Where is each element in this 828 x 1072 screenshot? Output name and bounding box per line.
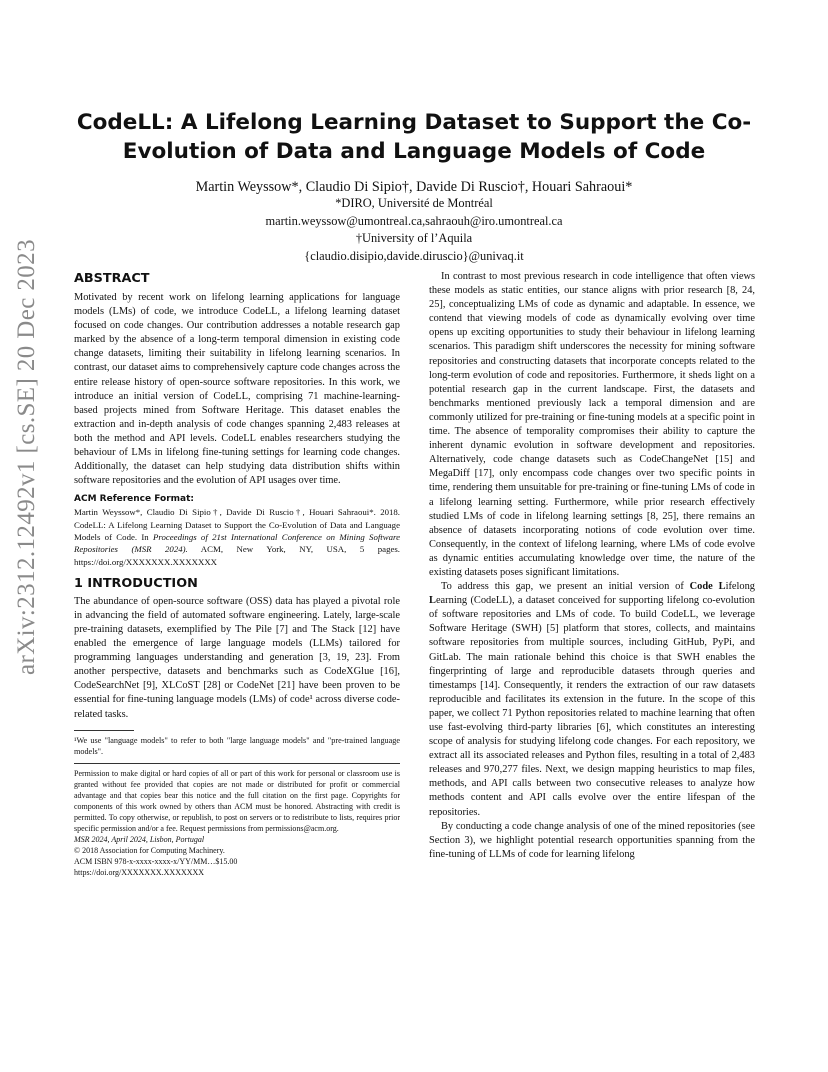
abstract-text: Motivated by recent work on lifelong learning applications for language models (LMs) of code, we introduce CodeLL, a lifelong learning dataset focused on code changes. Our contribution addresses a notable research gap marked by the absence of a long-term temporal dimension in existing code change datasets, limiting their suitability in lifelong learning scenarios. In contrast, our dataset aims to comprehensively capture code changes across the entire release history of open-source software repositories. In this work, we introduce an initial version of CodeLL, comprising 71 machine-learning-based projects mined from Software Heritage. This dataset enables the extraction and in-depth analysis of code changes spanning 2,483 releases at both the method and API levels. CodeLL enables researchers studying the behaviour of LMs in lifelong fine-tuning settings for learning code changes. Additionally, the dataset can help studying data distribution shifts within software repositories and the evolution of API usages over time. (74, 292, 400, 487)
acm-reference-tail: ACM, New York, NY, USA, 5 pages. https://doi.org/XXXXXXX.XXXXXXX (74, 544, 400, 567)
left-column (74, 270, 400, 878)
bold-run: L (429, 595, 436, 607)
text-run: earning (CodeLL), a dataset conceived for supporting lifelong co-evolution of software repositories and LMs of code. To build CodeLL, we leverage Software Heritage (SWH) [5] platform that stores, collects, and maintains software repositories from multiple sources, including GitHub, PyPi, and GitLab. The main rationale behind this choice is that SWH enables the fingerprinting of large and reproducible datasets through queries and timestamps [14]. Consequently, it renders the extraction of our raw datasets reproducible and facilitates its extension in the future. In the scope of this paper, we collect 71 Python repositories related to machine learning that often use fast-evolving third-party libraries [6], which constitutes an interesting scope of analysis for studying lifelong code changes. For each repository, we extract all its associated releases and Python files, resulting in a total of 2,483 releases and 970,277 files. Next, we design mapping heuristics to map files, methods, and API calls between two consecutive releases to analyze how methods content and API calls evolve over the entire lifespan of the repositories. (429, 595, 755, 818)
body-paragraph: By conducting a code change analysis of one of the mined repositories (see Section 3), we highlight potential research opportunities spanning from the fine-tuning of LLMs of code for learning lifelong (429, 820, 755, 860)
introduction-heading: 1 INTRODUCTION (74, 575, 198, 591)
affiliation-line: †University of l’Aquila (355, 231, 473, 245)
acm-reference-authors: Martin Weyssow*, Claudio Di Sipio†, Davide Di Ruscio†, Houari Sahraoui*. 2018. CodeLL: A Lifelong Learning Dataset to Support the Co-Evolution of Data and Language Models of Code. In (74, 507, 400, 542)
copyright-line: © 2018 Association for Computing Machinery. (74, 845, 225, 855)
isbn-line: ACM ISBN 978-x-xxxx-xxxx-x/YY/MM…$15.00 (74, 856, 238, 866)
acm-reference-heading: ACM Reference Format: (74, 494, 194, 505)
doi-line: https://doi.org/XXXXXXX.XXXXXXX (74, 867, 205, 877)
affiliation-line: *DIRO, Université de Montréal (335, 196, 493, 210)
abstract-heading: ABSTRACT (74, 271, 150, 286)
acm-reference-venue: Proceedings of 21st International Conference on Mining Software Repositories (MSR 2024). (74, 531, 400, 555)
introduction-paragraph: The abundance of open-source software (OSS) data has played a pivotal role in advancing the field of automated software engineering. Lately, large-scale pre-training datasets, exemplified by The Pile [7] and The Stack [12] have enabled the emergence of large language models (LLMs) tailored for programming languages understanding and generation [3, 19, 23]. From another perspective, datasets and benchmarks such as CodeXGlue [16], CodeSearchNet [9], XLCoST [28] or CodeNet [21] have been proven to be essential for fine-tuning language models (LMs) of code¹ across diverse code-related tasks. (74, 595, 400, 720)
conference-info: MSR 2024, April 2024, Lisbon, Portugal (74, 834, 205, 844)
affiliation-email: martin.weyssow@umontreal.ca,sahraouh@iro.umontreal.ca (265, 213, 563, 228)
footnote: ¹We use "language models" to refer to both "large language models" and "pre-trained language models". (74, 735, 400, 756)
bold-run: L (718, 581, 726, 593)
permission-notice: Permission to make digital or hard copies of all or part of this work for personal or classroom use is granted without fee provided that copies are not made or distributed for profit or commercial advantage and that copies bear this notice and the full citation on the first page. Copyrights for components of this work owned by others than ACM must be honored. Abstracting with credit is permitted. To copy otherwise, or republish, to post on servers or to redistribute to lists, requires prior specific permission and/or a fee. Request permissions from permissions@acm.org. (74, 768, 400, 833)
acm-reference-text (74, 506, 400, 567)
text-run: ifelong (725, 581, 755, 593)
text-run: To address this gap, we present an initial version of (441, 581, 690, 593)
affiliation-email: {claudio.disipio,davide.diruscio}@univaq.it (304, 248, 524, 263)
body-paragraph: In contrast to most previous research in code intelligence that often views these models as static entities, our stance aligns with prior research [8, 24, 25], conceptualizing LMs of code as dynamic and adaptable. In essence, we contend that viewing models of code as dynamically evolving over time opens up exciting opportunities to study their behaviour in lifelong learning scenarios. This paradigm shift underscores the necessity for mining software repositories and constructing datasets that incorporate concepts related to the long-term evolution of code and repositories. Furthermore, it sheds light on a potential research gap in the current landscape. First, the datasets and benchmarks mentioned previously lack a temporal dimension and are commonly utilized for pre-training or fine-tuning models at a specific point in time. The absence of temporality compromises their ability to capture the inherent dynamic evolution in software development and repositories. Alternatively, code change datasets such as CodeChangeNet [15] and MegaDiff [17], only encompass code changes over two specific points in time, rendering them unsuitable for pre-training or fine-tuning LMs of code in a lifelong learning setting. Furthermore, while prior research effectively studied LMs of code in lifelong learning settings [8, 25], there remains an absence of datasets incorporating notions of code evolution over time. Consequently, in the context of lifelong learning, where LMs of code evolve as dynamic entities accumulating knowledge over time, the nature of the existing datasets poses significant limitations. (429, 271, 755, 578)
footnote-divider (74, 730, 134, 731)
arxiv-stamp: arXiv:2312.12492v1 [cs.SE] 20 Dec 2023 (13, 239, 40, 675)
affiliations (40, 195, 788, 265)
bold-run: Code (689, 581, 713, 593)
paper-title: CodeLL: A Lifelong Learning Dataset to Support the Co-Evolution of Data and Language Models of Code (76, 110, 752, 164)
author-list: Martin Weyssow*, Claudio Di Sipio†, Davide Di Ruscio†, Houari Sahraoui* (195, 179, 633, 195)
body-paragraph (429, 580, 755, 820)
permission-divider (74, 763, 400, 764)
right-column (429, 270, 755, 862)
